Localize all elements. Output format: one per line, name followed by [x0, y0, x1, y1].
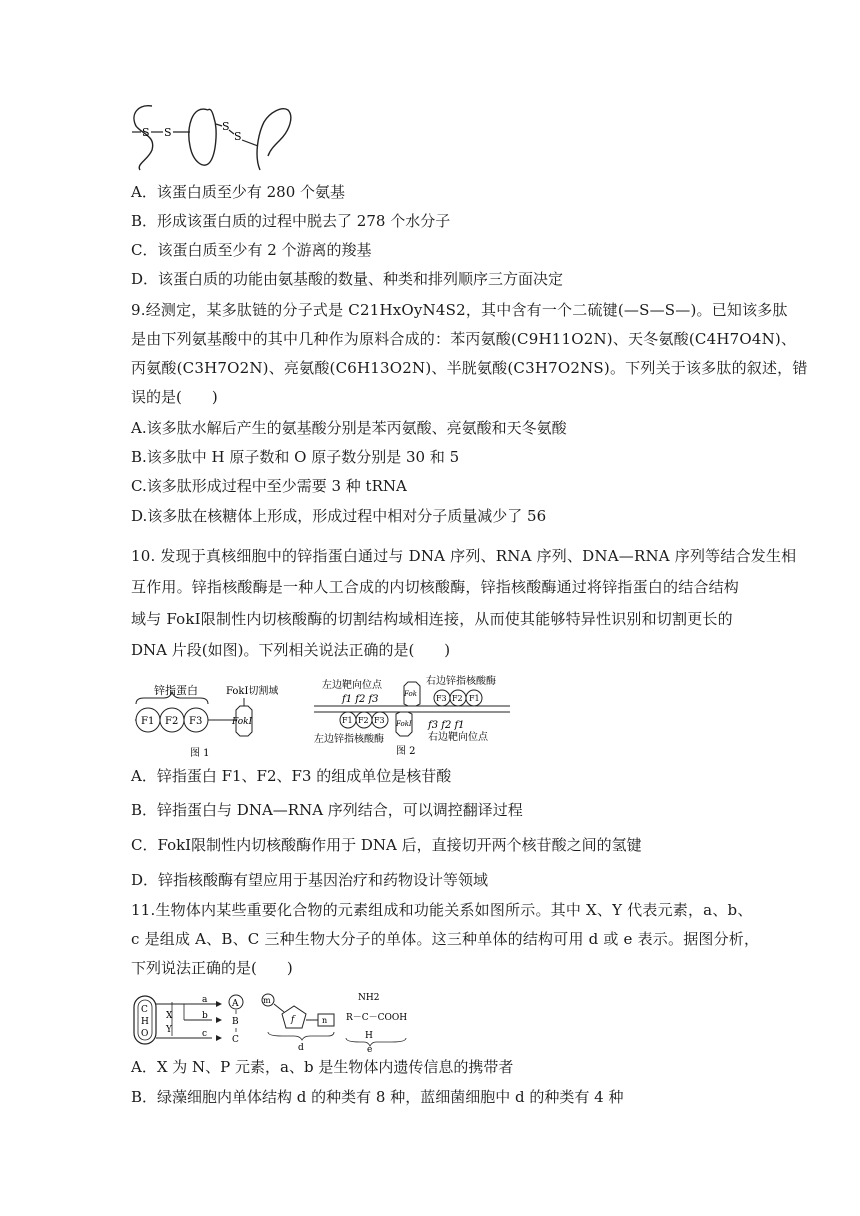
q11-fig-y: Y [166, 1025, 172, 1035]
svg-text:S: S [142, 126, 150, 139]
q11-fig-h: H [365, 1031, 373, 1041]
fig2-caption: 图 2 [396, 746, 416, 756]
q9-option-a: A.该多肽水解后产生的氨基酸分别是苯丙氨酸、亮氨酸和天冬氨酸 [131, 419, 567, 437]
protein-disulfide-figure [130, 100, 300, 172]
svg-text:S: S [234, 130, 242, 143]
svg-text:F3: F3 [374, 716, 385, 725]
fig1-fok-domain-label: FokⅠ切割域 [226, 686, 279, 697]
svg-text:H: H [141, 1017, 149, 1027]
q10-option-c: C．FokⅠ限制性内切核酸酶作用于 DNA 后，直接切开两个核苷酸之间的氢键 [131, 836, 642, 854]
fig1-f1: F1 [141, 716, 155, 727]
q8-option-d: D．该蛋白质的功能由氨基酸的数量、种类和排列顺序三方面决定 [131, 270, 564, 288]
q11-fig-x: X [166, 1011, 173, 1021]
svg-text:F2: F2 [452, 694, 463, 703]
svg-text:S: S [222, 120, 230, 133]
element-compound-figure [132, 990, 422, 1052]
q11-fig-n: n [322, 1016, 328, 1025]
q10-stem-line-2: 互作用。锌指核酸酶是一种人工合成的内切核酸酶，锌指核酸酶通过将锌指蛋白的结合结构 [131, 578, 740, 596]
q11-fig-m: m [263, 996, 271, 1005]
q11-fig-B: B [232, 1017, 239, 1027]
fig2-right-site-label: 右边靶向位点 [428, 732, 488, 743]
q8-option-c: C．该蛋白质至少有 2 个游离的羧基 [131, 241, 372, 259]
fig2-left-zfn-label: 左边锌指核酸酶 [314, 734, 384, 745]
q10-stem-line-3: 域与 FokⅠ限制性内切核酸酶的切割结构域相连接，从而使其能够特异性识别和切割更长的 [131, 610, 733, 628]
q11-fig-c: c [202, 1029, 208, 1039]
q11-option-b: B．绿藻细胞内单体结构 d 的种类有 8 种，蓝细菌细胞中 d 的种类有 4 种 [131, 1088, 624, 1106]
svg-text:S: S [164, 126, 172, 139]
q11-fig-a: a [202, 995, 208, 1005]
q9-option-d: D.该多肽在核糖体上形成，形成过程中相对分子质量减少了 56 [131, 507, 547, 525]
q11-fig-e: e [367, 1045, 373, 1052]
fig2-fok: FokⅠ [396, 720, 412, 728]
q11-fig-b: b [202, 1011, 208, 1021]
q9-stem-line-2: 是由下列氨基酸中的其中几种作为原料合成的：苯丙氨酸(C9H11O2N)、天冬氨酸(C4H7O4N)、 [131, 330, 797, 348]
svg-text:O: O [141, 1029, 149, 1039]
svg-text:F2: F2 [358, 716, 369, 725]
q11-fig-A: A [232, 999, 239, 1009]
q11-option-a: A．X 为 N、P 元素，a、b 是生物体内遗传信息的携带者 [131, 1058, 514, 1076]
q8-option-b: B．形成该蛋白质的过程中脱去了 278 个水分子 [131, 212, 451, 230]
q11-fig-r-c-cooh: R－C－COOH [346, 1013, 408, 1023]
zinc-finger-figure-2 [312, 672, 512, 756]
q11-fig-nh2: NH2 [358, 993, 380, 1003]
q10-stem-line-4: DNA 片段(如图)。下列相关说法正确的是( ) [131, 641, 451, 659]
fig2-left-site-label: 左边靶向位点 [322, 680, 382, 691]
q9-stem-line-1: 9.经测定，某多肽链的分子式是 C21HxOyN4S2，其中含有一个二硫键(—S—S—)。已知该多肽 [131, 301, 788, 319]
q10-option-d: D．锌指核酸酶有望应用于基因治疗和药物设计等领域 [131, 871, 489, 889]
q10-option-a: A．锌指蛋白 F1、F2、F3 的组成单位是核苷酸 [131, 767, 452, 785]
fig1-fok: FokⅠ [232, 717, 253, 727]
fig1-f3: F3 [189, 716, 203, 727]
svg-text:F3: F3 [436, 694, 447, 703]
q9-option-b: B.该多肽中 H 原子数和 O 原子数分别是 30 和 5 [131, 448, 460, 466]
q10-option-b: B．锌指蛋白与 DNA—RNA 序列结合，可以调控翻译过程 [131, 801, 523, 819]
q8-option-a: A．该蛋白质至少有 280 个氨基 [131, 183, 346, 201]
q11-fig-f: f [291, 1015, 295, 1025]
q11-fig-d: d [298, 1043, 304, 1052]
q9-option-c: C.该多肽形成过程中至少需要 3 种 tRNA [131, 477, 407, 495]
fig1-caption: 图 1 [190, 748, 210, 759]
fig2-left-f-labels: f1 f2 f3 [342, 694, 379, 705]
q11-stem-line-2: c 是组成 A、B、C 三种生物大分子的单体。这三种单体的结构可用 d 或 e 表示。据图分析， [131, 930, 760, 948]
svg-text:C: C [141, 1005, 148, 1015]
fig2-right-f-labels: f3 f2 f1 [428, 720, 465, 731]
q9-stem-line-4: 误的是( ) [131, 388, 218, 406]
fig2-right-zfn-label: 右边锌指核酸酶 [426, 676, 496, 687]
q9-stem-line-3: 丙氨酸(C3H7O2N)、亮氨酸(C6H13O2N)、半胱氨酸(C3H7O2NS)。下列关于该多肽的叙述，错 [131, 359, 808, 377]
q11-fig-C: C [232, 1035, 239, 1045]
svg-text:F1: F1 [469, 694, 480, 703]
svg-text:Fok: Fok [404, 690, 417, 698]
fig1-zfp-label: 锌指蛋白 [154, 684, 198, 697]
q11-stem-line-1: 11.生物体内某些重要化合物的元素组成和功能关系如图所示。其中 X、Y 代表元素，a、b、 [131, 901, 753, 919]
q11-stem-line-3: 下列说法正确的是( ) [131, 959, 293, 977]
svg-text:F1: F1 [342, 716, 353, 725]
zinc-finger-figure-1 [132, 682, 302, 762]
fig1-f2: F2 [165, 716, 179, 727]
q10-stem-line-1: 10. 发现于真核细胞中的锌指蛋白通过与 DNA 序列、RNA 序列、DNA—RNA 序列等结合发生相 [131, 547, 797, 565]
